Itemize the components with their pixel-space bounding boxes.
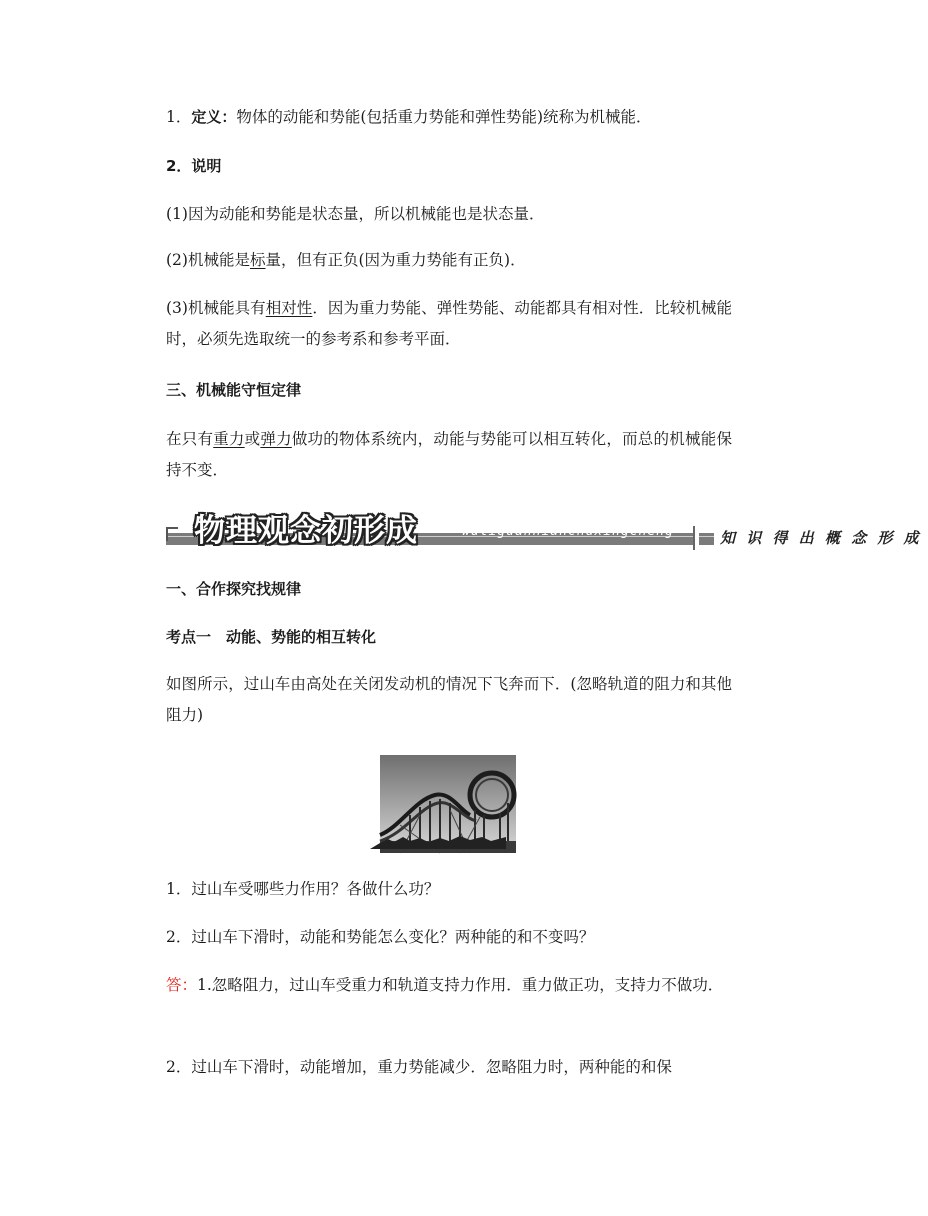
note-3 (166, 293, 732, 355)
banner-tag: 知 识 得 出 概 念 形 成 (714, 525, 928, 551)
explanation-heading: 2．说明 (166, 157, 222, 175)
definition-text: 物体的动能和势能(包括重力势能和弹性势能)统称为机械能． (236, 108, 652, 126)
note-2-pre: (2)机械能是 (166, 251, 250, 269)
question-1: 1．过山车受哪些力作用？各做什么功？ (166, 880, 440, 898)
banner-divider (693, 526, 699, 550)
roller-coaster-photo (380, 755, 516, 853)
conservation-law (166, 424, 732, 486)
section-3-heading: 三、机械能守恒定律 (166, 381, 302, 399)
key-point-heading: 考点一 动能、势能的相互转化 (166, 628, 377, 646)
answer-1-text: 1.忽略阻力，过山车受重力和轨道支持力作用．重力做正功，支持力不做功． (197, 976, 724, 994)
note-1: (1)因为动能和势能是状态量，所以机械能也是状态量． (166, 205, 545, 223)
note-3-post: ．因为重力势能、弹性势能、动能都具有相对性．比较机械能时，必须先选取统一的参考系和参考平面． (166, 299, 732, 348)
note-3-underlined: 相对性 (265, 299, 313, 317)
banner-title: 物理观念初形成 (194, 513, 418, 549)
answer-1 (166, 970, 732, 1001)
banner-pinyin: wuliguannianchuxingcheng (462, 524, 674, 539)
law-elastic: 弹力 (260, 430, 292, 448)
answer-2: 2．过山车下滑时，动能增加，重力势能减少．忽略阻力时，两种能的和保 (166, 1058, 672, 1076)
answer-label: 答： (166, 976, 198, 994)
banner-hook (166, 527, 178, 541)
note-2-post: 量，但有正负(因为重力势能有正负)． (265, 251, 526, 269)
definition-term: 定义： (191, 108, 237, 126)
question-2: 2．过山车下滑时，动能和势能怎么变化？两种能的和不变吗？ (166, 928, 595, 946)
item-number: 1． (166, 108, 192, 126)
note-3-pre: (3)机械能具有 (166, 299, 266, 317)
explore-heading: 一、合作探究找规律 (166, 580, 302, 598)
law-gravity: 重力 (213, 430, 245, 448)
section-banner (166, 511, 922, 553)
note-2 (166, 245, 732, 276)
note-2-underlined: 标 (249, 251, 266, 269)
law-pre: 在只有 (166, 430, 214, 448)
law-or: 或 (244, 430, 261, 448)
definition-item (166, 102, 732, 133)
intro-paragraph: 如图所示，过山车由高处在关闭发动机的情况下飞奔而下．(忽略轨道的阻力和其他阻力) (166, 675, 732, 724)
law-post: 做功的物体系统内，动能与势能可以相互转化，而总的机械能保持不变． (166, 430, 732, 479)
